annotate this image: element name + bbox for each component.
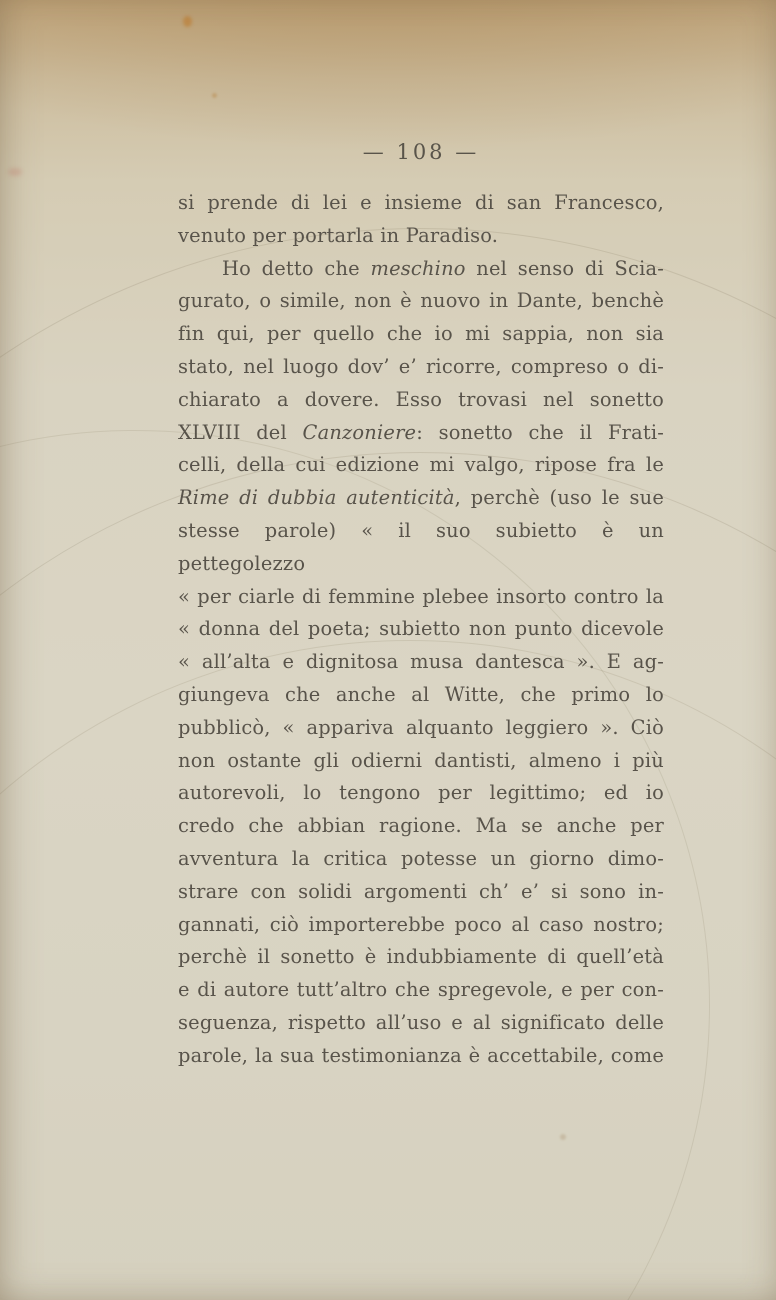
text-line: stato, nel luogo dov’ e’ ricorre, compreso o di- <box>178 354 664 378</box>
text-block <box>178 187 664 1073</box>
text-line: « all’alta e dignitosa musa dantesca ». E ag- <box>178 650 664 674</box>
text-line: avventura la critica potesse un giorno dimo- <box>178 846 664 870</box>
page-number-header: — 108 — <box>362 140 480 164</box>
text-line: « donna del poeta; subietto non punto dicevole <box>178 617 664 641</box>
text-line: Ho detto che meschino nel senso di Scia- <box>222 256 664 280</box>
text-line: XLVIII del Canzoniere: sonetto che il Frati- <box>178 420 664 444</box>
text-line: seguenza, rispetto all’uso e al significato delle <box>178 1010 664 1034</box>
text-line: autorevoli, lo tengono per legittimo; ed io <box>178 781 664 805</box>
text-line: Rime di dubbia autenticità, perchè (uso le sue <box>178 486 664 510</box>
text-line: e di autore tutt’altro che spregevole, e per con- <box>178 978 664 1002</box>
text-line: gannati, ciò importerebbe poco al caso nostro; <box>178 912 664 936</box>
text-line: parole, la sua testimonianza è accettabile, come <box>178 1043 664 1067</box>
text-line: chiarato a dovere. Esso trovasi nel sonetto <box>178 387 664 411</box>
paper-stain <box>8 168 22 176</box>
text-line: fin qui, per quello che io mi sappia, non sia <box>178 322 664 346</box>
text-line: credo che abbian ragione. Ma se anche per <box>178 814 664 838</box>
text-line: perchè il sonetto è indubbiamente di quell’età <box>178 945 664 969</box>
paper-stain <box>183 16 192 27</box>
text-line: pubblicò, « appariva alquanto leggiero ». Ciò <box>178 715 664 739</box>
text-line: giungeva che anche al Witte, che primo lo <box>178 682 664 706</box>
text-line: si prende di lei e insieme di san Francesco, <box>178 191 664 214</box>
text-line: celli, della cui edizione mi valgo, ripose fra le <box>178 453 664 477</box>
text-line: « per ciarle di femmine plebee insorto contro la <box>178 584 664 608</box>
text-line: gurato, o simile, non è nuovo in Dante, benchè <box>178 289 664 313</box>
text-line: strare con solidi argomenti ch’ e’ si sono in- <box>178 879 664 903</box>
paper-stain <box>212 93 217 98</box>
paper-stain <box>560 1134 566 1140</box>
text-line: non ostante gli odierni dantisti, almeno i più <box>178 748 664 772</box>
text-line: venuto per portarla in Paradiso. <box>178 223 499 247</box>
text-line: stesse parole) « il suo subietto è un pettegolezzo <box>178 518 664 575</box>
